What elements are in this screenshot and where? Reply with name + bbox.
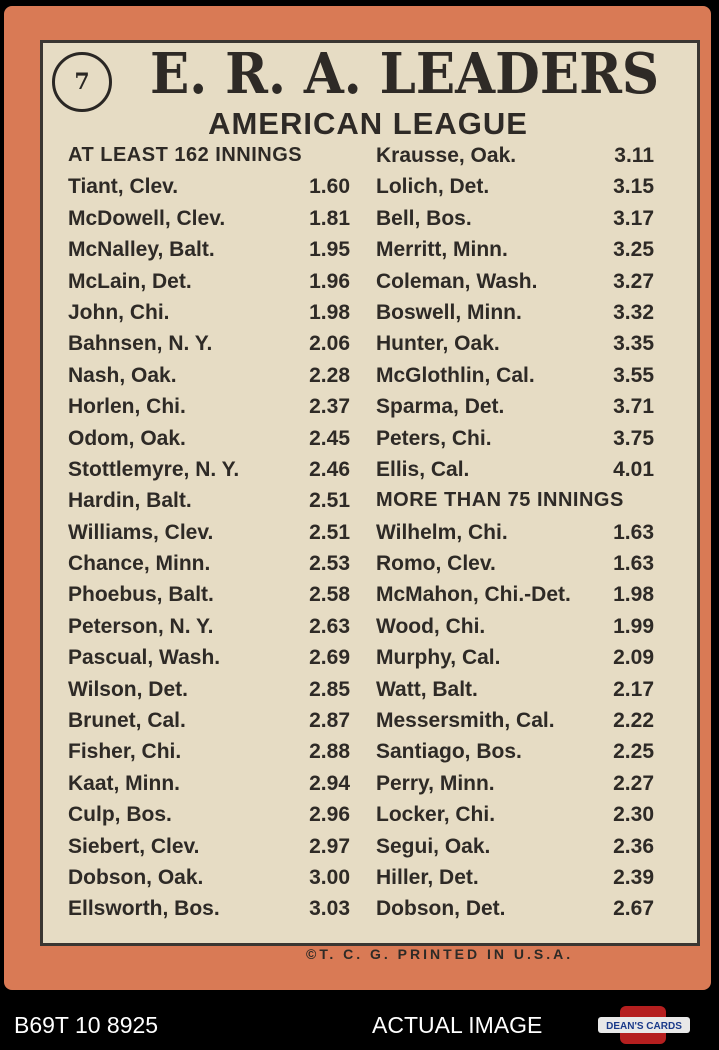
pitcher-name: Stottlemyre, N. Y. [68,457,240,481]
era-value: 2.51 [309,489,350,513]
era-value: 2.17 [613,677,654,701]
stat-row [376,611,658,642]
pitcher-name: Watt, Balt. [376,677,478,701]
stat-row [376,736,658,767]
pitcher-name: Hunter, Oak. [376,332,500,356]
pitcher-name: Wilhelm, Chi. [376,520,508,544]
pitcher-name: Bahnsen, N. Y. [68,332,213,356]
era-value: 2.22 [613,709,654,733]
pitcher-name: Phoebus, Balt. [68,583,214,607]
era-value: 3.71 [613,395,654,419]
era-value: 2.39 [613,865,654,889]
stat-row [68,611,354,642]
stat-row [68,705,354,736]
pitcher-name: Pascual, Wash. [68,646,221,670]
pitcher-name: Kaat, Minn. [68,771,181,795]
stat-row [376,297,658,328]
league-subtitle: AMERICAN LEAGUE [208,106,528,141]
stat-row [68,831,354,862]
pitcher-name: Peterson, N. Y. [68,614,214,638]
stat-row [68,423,354,454]
stat-row [376,642,658,673]
stat-row [376,799,658,830]
stat-row [68,579,354,610]
pitcher-name: Sparma, Det. [376,395,505,419]
pitcher-name: McMahon, Chi.-Det. [376,583,571,607]
era-value: 3.27 [613,269,654,293]
pitcher-name: Peters, Chi. [376,426,492,450]
stat-row [376,423,658,454]
era-value: 1.99 [613,614,654,638]
pitcher-name: Wilson, Det. [68,677,188,701]
era-value: 3.75 [613,426,654,450]
pitcher-name: Hardin, Balt. [68,489,192,513]
stat-row [376,579,658,610]
stat-row [376,328,658,359]
pitcher-name: Messersmith, Cal. [376,709,555,733]
pitcher-name: Siebert, Clev. [68,834,200,858]
era-value: 2.67 [613,897,654,921]
stat-row [68,454,354,485]
era-value: 3.35 [613,332,654,356]
card-title: E. R. A. LEADERS [150,41,660,107]
era-value: 3.15 [613,175,654,199]
pitcher-name: Chance, Minn. [68,552,211,576]
stat-row [376,266,658,297]
era-value: 1.81 [309,206,350,230]
card-number-badge: 7 [52,52,112,112]
pitcher-name: Dobson, Oak. [68,865,204,889]
era-value: 2.69 [309,646,350,670]
pitcher-name: Murphy, Cal. [376,646,501,670]
stat-row [376,831,658,862]
stat-row [376,360,658,391]
pitcher-name: Brunet, Cal. [68,709,186,733]
era-value: 2.58 [309,583,350,607]
pitcher-name: Fisher, Chi. [68,740,182,764]
pitcher-name: Horlen, Chi. [68,395,186,419]
stat-row [68,266,354,297]
pitcher-name: Romo, Clev. [376,552,496,576]
stat-row [68,234,354,265]
stat-row [68,893,354,924]
era-value: 1.96 [309,269,350,293]
era-value: 2.63 [309,614,350,638]
era-value: 2.27 [613,771,654,795]
stat-row [68,485,354,516]
pitcher-name: Bell, Bos. [376,206,472,230]
pitcher-name: Perry, Minn. [376,771,495,795]
stat-row [376,548,658,579]
actual-image-label: ACTUAL IMAGE [372,1012,543,1038]
stat-row [376,171,658,202]
era-value: 2.46 [309,457,350,481]
stat-row [68,548,354,579]
right-stats-column [376,140,658,925]
left-column-heading: AT LEAST 162 INNINGS [68,144,303,166]
stat-row [68,203,354,234]
era-value: 1.95 [309,238,350,262]
pitcher-name: Merritt, Minn. [376,238,508,262]
stat-row [376,517,658,548]
pitcher-name: Ellsworth, Bos. [68,897,220,921]
deans-cards-logo-icon [598,1004,690,1046]
era-value: 3.55 [613,363,654,387]
pitcher-name: McNalley, Balt. [68,238,215,262]
stat-row [68,171,354,202]
era-value: 2.06 [309,332,350,356]
era-value: 2.87 [309,709,350,733]
stat-row [68,642,354,673]
stat-row [376,674,658,705]
pitcher-name: Ellis, Cal. [376,457,470,481]
pitcher-name: Williams, Clev. [68,520,214,544]
stat-row [68,862,354,893]
era-value: 2.28 [309,363,350,387]
era-value: 2.85 [309,677,350,701]
era-value: 2.36 [613,834,654,858]
era-value: 3.17 [613,206,654,230]
era-value: 1.60 [309,175,350,199]
era-value: 2.53 [309,552,350,576]
stat-row [376,705,658,736]
pitcher-name: Odom, Oak. [68,426,186,450]
stat-row [376,234,658,265]
stat-row [376,893,658,924]
stat-row [376,454,658,485]
stat-row [68,736,354,767]
stat-row [68,297,354,328]
stat-row [68,674,354,705]
era-value: 2.94 [309,771,350,795]
era-value: 3.03 [309,897,350,921]
era-value: 2.37 [309,395,350,419]
pitcher-name: Locker, Chi. [376,803,496,827]
pitcher-name: Tiant, Clev. [68,175,179,199]
stat-row [68,328,354,359]
era-value: 2.97 [309,834,350,858]
era-value: 3.32 [613,300,654,324]
left-stats-column [68,140,354,925]
era-value: 1.63 [613,520,654,544]
pitcher-name: Segui, Oak. [376,834,491,858]
era-value: 2.96 [309,803,350,827]
pitcher-name: Nash, Oak. [68,363,177,387]
era-value: 1.63 [613,552,654,576]
era-value: 1.98 [613,583,654,607]
pitcher-name: McGlothlin, Cal. [376,363,535,387]
stat-row [376,862,658,893]
era-value: 3.11 [614,144,654,167]
pitcher-name: Krausse, Oak. [376,144,517,167]
era-value: 3.25 [613,238,654,262]
stat-row [376,203,658,234]
stat-row [68,391,354,422]
stat-row [68,517,354,548]
era-value: 2.51 [309,520,350,544]
pitcher-name: McLain, Det. [68,269,192,293]
era-value: 1.98 [309,300,350,324]
stat-row [376,768,658,799]
stat-row [68,768,354,799]
pitcher-name: Coleman, Wash. [376,269,538,293]
era-value: 2.30 [613,803,654,827]
era-value: 2.88 [309,740,350,764]
era-value: 2.45 [309,426,350,450]
stat-row [68,799,354,830]
inventory-code: B69T 10 8925 [14,1012,159,1038]
right-column-heading: MORE THAN 75 INNINGS [376,489,624,512]
pitcher-name: Wood, Chi. [376,614,486,638]
era-value: 2.25 [613,740,654,764]
era-value: 3.00 [309,865,350,889]
stat-row [68,360,354,391]
pitcher-name: Culp, Bos. [68,803,172,827]
pitcher-name: Dobson, Det. [376,897,506,921]
pitcher-name: Boswell, Minn. [376,300,522,324]
logo-text: DEAN'S CARDS [606,1021,682,1032]
pitcher-name: Hiller, Det. [376,865,479,889]
stat-row [376,391,658,422]
pitcher-name: Santiago, Bos. [376,740,522,764]
pitcher-name: John, Chi. [68,300,170,324]
era-value: 4.01 [613,457,654,481]
pitcher-name: Lolich, Det. [376,175,490,199]
era-value: 2.09 [613,646,654,670]
copyright-footer: ©T. C. G. PRINTED IN U.S.A. [306,946,574,962]
pitcher-name: McDowell, Clev. [68,206,226,230]
stat-row [376,140,658,171]
